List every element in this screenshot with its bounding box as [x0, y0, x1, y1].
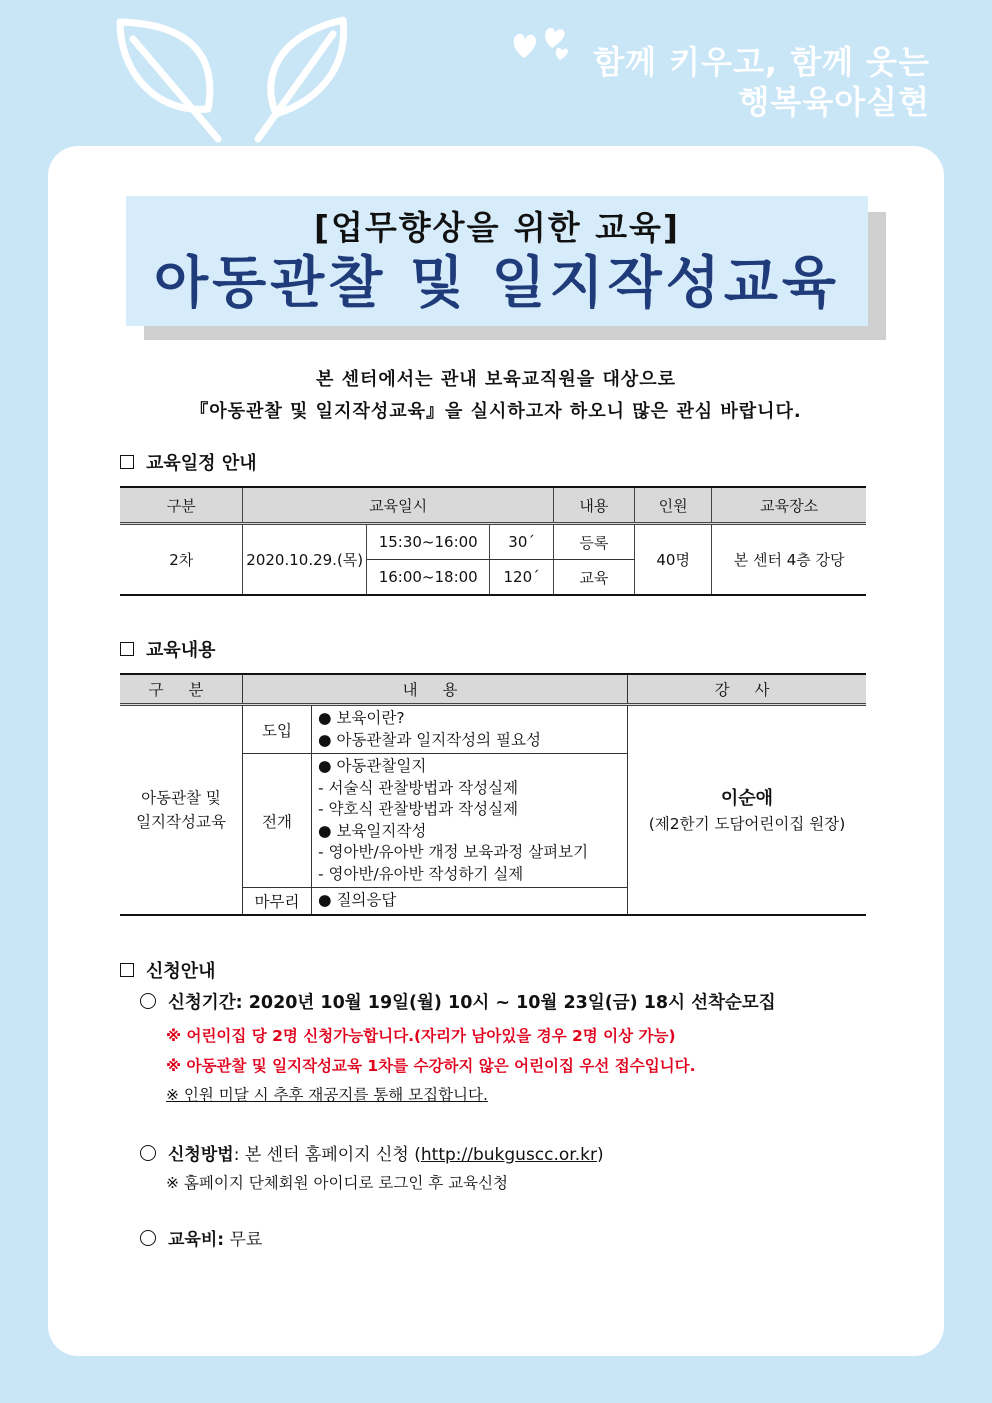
time-cell: 15:30~16:00	[366, 524, 489, 560]
method-label: 신청방법	[168, 1145, 234, 1165]
header-cell: 교육일시	[243, 487, 553, 524]
list-item: ● 아동관찰과 일지작성의 필요성	[318, 730, 541, 749]
people-cell: 40명	[635, 524, 712, 596]
round-cell: 2차	[120, 524, 243, 596]
lecturer-cell	[628, 705, 867, 915]
table-row	[120, 524, 866, 560]
circle-icon	[140, 993, 156, 1009]
leaf-icon	[108, 14, 368, 144]
title-sub: [업무향상을 위한 교육]	[313, 208, 681, 247]
fee-label: 교육비:	[168, 1230, 225, 1250]
header-cell: 내 용	[243, 674, 628, 705]
list-item: ● 아동관찰일지	[318, 757, 427, 775]
period-label: 신청기간	[168, 993, 236, 1013]
apply-method	[140, 1140, 604, 1165]
apply-note-1: ※ 어린이집 당 2명 신청가능합니다.(자리가 남아있을 경우 2명 이상 가능)	[166, 1027, 676, 1045]
method-note: ※ 홈페이지 단체회원 아이디로 로그인 후 교육신청	[166, 1174, 509, 1192]
slogan-line1: 함께 키우고, 함께 웃는	[593, 43, 930, 81]
stage-cell: 마무리	[243, 888, 312, 915]
method-value: : 본 센터 홈페이지 신청 (	[233, 1145, 421, 1165]
lecturer-name: 이순애	[720, 787, 774, 809]
items-cell	[312, 705, 628, 754]
list-item: - 영아반/유아반 작성하기 실제	[318, 864, 524, 883]
title-box	[126, 196, 868, 326]
method-close: )	[596, 1145, 604, 1165]
apply-period	[140, 989, 776, 1014]
circle-icon	[140, 1230, 156, 1246]
items-cell	[312, 888, 628, 915]
date-cell: 2020.10.29.(목)	[243, 524, 366, 596]
header-cell: 구분	[120, 487, 243, 524]
page-title: 아동관찰 및 일지작성교육	[153, 251, 841, 316]
content-cell: 교육	[553, 560, 634, 596]
slogan-line2: 행복육아실현	[738, 83, 930, 121]
lecturer-title: (제2한기 도담어린이집 원장)	[648, 814, 846, 833]
table-row	[120, 705, 866, 754]
list-item: - 약호식 관찰방법과 작성실제	[318, 800, 519, 818]
content-table	[120, 673, 866, 916]
duration-cell: 30´	[490, 524, 553, 560]
schedule-heading	[120, 449, 257, 475]
stage-cell: 도입	[243, 705, 312, 754]
intro-line2: 『아동관찰 및 일지작성교육』을 실시하고자 하오니 많은 관심 바랍니다.	[190, 401, 802, 422]
header-cell: 강 사	[628, 674, 867, 705]
square-icon	[120, 455, 134, 469]
schedule-table	[120, 486, 866, 596]
fee-value: 무료	[224, 1230, 263, 1250]
apply-note-3: ※ 인원 미달 시 추후 재공지를 통해 모집합니다.	[166, 1086, 488, 1104]
list-item: - 영아반/유아반 개정 보육과정 살펴보기	[318, 843, 589, 861]
hearts-icon	[508, 20, 578, 70]
circle-icon	[140, 1145, 156, 1161]
header-cell: 구 분	[120, 674, 243, 705]
apply-note-2: ※ 아동관찰 및 일지작성교육 1차를 수강하지 않은 어린이집 우선 접수입니다.	[166, 1057, 696, 1075]
apply-heading	[120, 957, 216, 983]
list-item: ● 보육일지작성	[318, 821, 427, 840]
apply-fee	[140, 1225, 262, 1250]
stage-cell: 전개	[243, 754, 312, 888]
apply-heading-text: 신청안내	[146, 961, 216, 982]
category-cell	[120, 705, 243, 915]
table-header-row	[120, 674, 866, 705]
schedule-heading-text: 교육일정 안내	[146, 453, 257, 474]
content-heading-text: 교육내용	[146, 640, 216, 661]
content-heading	[120, 636, 216, 662]
content-cell: 등록	[553, 524, 634, 560]
square-icon	[120, 642, 134, 656]
category-line2: 일지작성교육	[136, 812, 226, 831]
period-value: : 2020년 10월 19일(월) 10시 ~ 10월 23일(금) 18시 선착순모집	[235, 993, 776, 1013]
table-header-row	[120, 487, 866, 524]
header-cell: 교육장소	[712, 487, 866, 524]
duration-cell: 120´	[490, 560, 553, 596]
homepage-link[interactable]: http://bukguscc.or.kr	[420, 1145, 597, 1165]
header-cell: 인원	[635, 487, 712, 524]
list-item: ● 질의응답	[318, 891, 397, 909]
header-cell: 내용	[553, 487, 634, 524]
list-item: ● 보육이란?	[318, 709, 405, 727]
intro-line1: 본 센터에서는 관내 보육교직원을 대상으로	[315, 369, 677, 390]
items-cell	[312, 754, 628, 888]
intro-text	[0, 364, 992, 428]
category-line1: 아동관찰 및	[141, 788, 221, 807]
square-icon	[120, 963, 134, 977]
time-cell: 16:00~18:00	[366, 560, 489, 596]
list-item: - 서술식 관찰방법과 작성실제	[318, 778, 519, 797]
slogan	[593, 42, 930, 122]
place-cell: 본 센터 4층 강당	[712, 524, 866, 596]
